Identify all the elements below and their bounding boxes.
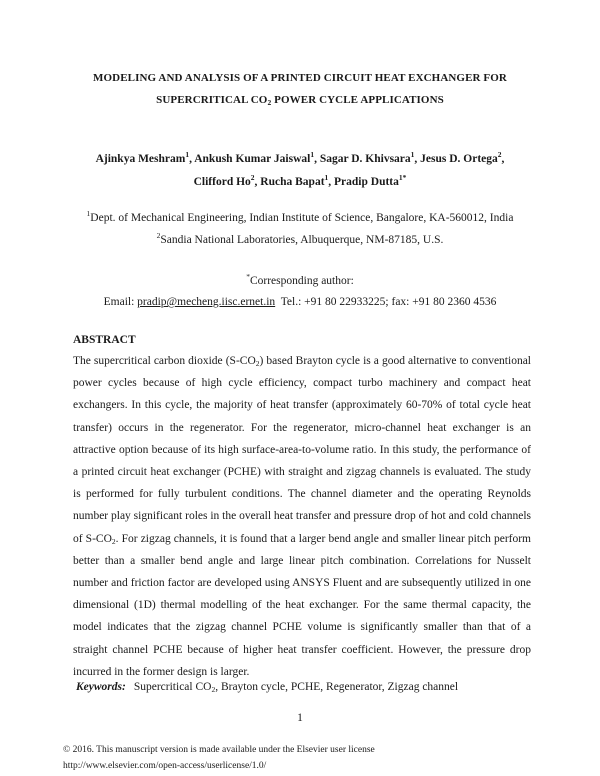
affiliation-mark: 1 [86,209,91,218]
author-name: Jesus D. Ortega [420,153,498,165]
author-affil-mark: 1 [410,150,415,159]
page-number: 1 [297,712,303,724]
author-list [60,148,540,194]
affiliation-text: Dept. of Mechanical Engineering, Indian Institute of Science, Bangalore, KA-560012, India [90,212,514,224]
title-subscript: 2 [267,98,272,107]
keywords-label: Keywords: [76,681,126,693]
author-name: Ankush Kumar Jaiswal [194,153,311,165]
author-name: Sagar D. Khivsara [319,153,411,165]
email-link[interactable]: pradip@mecheng.iisc.ernet.in [137,296,276,308]
license-footer [63,742,375,774]
title-line-1: MODELING AND ANALYSIS OF A PRINTED CIRCUIT HEAT EXCHANGER FOR [93,72,507,84]
author-affil-mark: 1 [324,173,329,182]
author-affil-mark: 2 [250,173,255,182]
phone-fax: Tel.: +91 80 22933225; fax: +91 80 2360 4536 [275,296,497,308]
affiliation-2 [40,232,560,248]
author-affil-mark: 1* [398,173,407,182]
author-name: Ajinkya Meshram [95,153,186,165]
author-affil-mark: 1 [310,150,315,159]
abstract-paragraph: The supercritical carbon dioxide $(S-CO_2)$ based Brayton cycle is a good alternative to conventional power cycles because of high cycle efficiency, compact turbo machinery and compact heat exchangers. In this cycle, the majority of heat transfer (approximately 60-70% of total cycle heat transfer) occurs in the regenerator. For the regenerator, micro-channel heat exchanger is an attractive option because of its high surface-area-to-volume ratio. In this study, the performance of a printed circuit heat exchanger (PCHE) with straight and zigzag channels is evaluated. The study is performed for fully turbulent conditions. The channel diameter and the operating Reynolds number play significant roles in the overall heat transfer and pressure drop of hot and cold channels of $S-CO_2$. For zigzag channels, it is found that a larger bend angle and smaller linear pitch perform better than a smaller bend angle and large linear pitch combination. Correlations for Nusselt number and friction factor are developed using ANSYS Fluent and are subsequently utilized in one dimensional (1D) thermal modelling of the heat exchanger. For the same thermal capacity, the model indicates that the zigzag channel PCHE volume is significantly smaller than that of a straight channel PCHE because of higher heat transfer coefficient. However, the pressure drop incurred in the former design is larger. [73,355,532,678]
author-line-1: Ajinkya Meshram$^1$, Ankush Kumar Jaiswal$^1$, Sagar D. Khivsara$^1$, Jesus D. Ortega$^2$, [95,150,505,165]
author-line-2: Clifford Ho$^2$, Rucha Bapat$^1$, Pradip Dutta$^{1*}$ [193,173,407,188]
abstract-body [73,350,531,683]
author-name: Pradip Dutta [334,176,399,188]
license-url[interactable]: http://www.elsevier.com/open-access/userlicense/1.0/ [63,761,267,771]
affiliation-mark: 2 [156,231,161,240]
license-notice: © 2016. This manuscript version is made available under the Elsevier user license [63,745,375,755]
title-line-2 [60,89,540,111]
keywords: Keywords: Supercritical $CO_2$, Brayton cycle, PCHE, Regenerator, Zigzag channel [76,681,459,694]
corresponding-mark: * [246,272,250,281]
affiliation-1 [40,210,560,226]
paper-title [60,67,540,111]
author-affil-mark: 1 [185,150,190,159]
corresponding-contact: Email: pradip@mecheng.iisc.ernet.in Tel.: +91 80 22933225; fax: +91 80 2360 4536 [103,296,497,308]
author-name: Clifford Ho [193,176,251,188]
corresponding-author-label: *Corresponding author: [246,272,354,287]
author-affil-mark: 2 [497,150,502,159]
title-text: SUPERCRITICAL CO [156,94,268,106]
abstract-heading: ABSTRACT [73,334,136,346]
title-text: POWER CYCLE APPLICATIONS [271,94,444,106]
author-name: Rucha Bapat [260,176,325,188]
affiliation-text: Sandia National Laboratories, Albuquerque, NM-87185, U.S. [160,234,444,246]
